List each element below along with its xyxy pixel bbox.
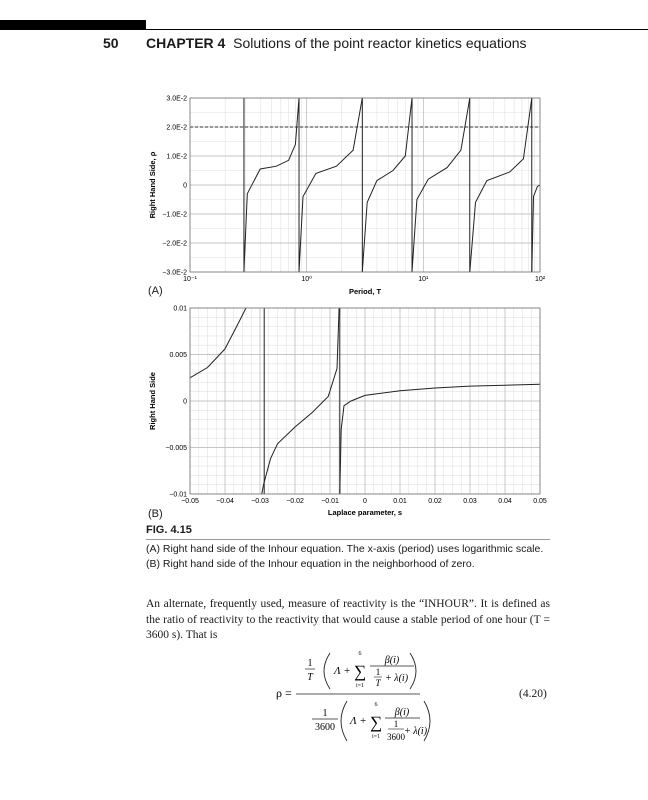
chart-a-y-tick-label: 1.0E-2 <box>166 153 187 161</box>
eq-lhs: ρ = <box>276 686 292 700</box>
header-rule <box>146 29 648 30</box>
eq-num-plus: + <box>344 665 351 677</box>
eq-den-inner-one: 1 <box>393 719 399 729</box>
chart-a-x-tick-label: 10⁻¹ <box>183 276 197 283</box>
eq-den-Lambda: Λ <box>350 715 357 727</box>
chart-a-y-axis-label: Right Hand Side, ρ <box>148 151 157 219</box>
eq-den-hour: 3600 <box>315 722 335 733</box>
chart-b-y-tick-label: 0 <box>183 398 187 406</box>
eq-den-inner-lambda: + λ(i) <box>404 726 428 737</box>
eq-den-plus: + <box>360 715 367 727</box>
chart-b-y-tick-label: 0.01 <box>173 305 187 313</box>
panel-a-label: (A) <box>148 285 163 297</box>
chart-b-x-axis-label: Laplace parameter, s <box>327 508 403 517</box>
chart-a-x-tick-label: 10² <box>534 276 546 283</box>
body-paragraph: An alternate, frequently used, measure of reactivity is the “INHOUR”. It is defined as the ratio of reactivity to the reactivity that would cause a stable period of one hour (T = 3600 s). That is <box>146 598 550 641</box>
eq-den-beta: β(i) <box>394 707 410 718</box>
chart-b-x-tick-label: −0.02 <box>286 498 304 505</box>
chart-a-x-tick-label: 10¹ <box>418 276 429 283</box>
eq-num-left-paren <box>324 653 330 689</box>
figure-title: FIG. 4.15 <box>146 524 192 536</box>
eq-den-left-paren <box>341 701 347 741</box>
chart-b-y-axis-label: Right Hand Side <box>148 372 157 430</box>
chart-b-y-tick-label: 0.005 <box>169 352 187 359</box>
chart-b-x-ticks <box>181 498 547 505</box>
figure-caption: (A) Right hand side of the Inhour equation. The x-axis (period) uses logarithmic scale. (B) Right hand side of the Inhour equation in the neighborhood of zero. <box>146 543 544 570</box>
chart-a-x-ticks <box>183 275 546 283</box>
eq-num-right-paren <box>410 653 416 689</box>
eq-num-sum-upper: 6 <box>358 651 362 657</box>
chart-a-y-tick-label: −3.0E-2 <box>162 269 187 277</box>
chart-b-x-tick-label: 0.01 <box>393 498 407 505</box>
chart-a-x-axis-label: Period, T <box>348 287 382 296</box>
equation-number: (4.20) <box>519 688 547 700</box>
chart-a-y-tick-label: −2.0E-2 <box>162 240 187 248</box>
eq-num-sum-lower: i=1 <box>355 683 365 689</box>
page-number: 50 <box>103 35 119 51</box>
chart-a-x-tick-label: 10⁰ <box>301 276 312 283</box>
chart-b-x-tick-label: 0.05 <box>533 498 547 505</box>
figure-rule <box>146 539 550 540</box>
chapter-label: CHAPTER 4 <box>146 35 226 51</box>
eq-num-beta: β(i) <box>384 655 400 666</box>
chart-b-x-tick-label: 0.02 <box>428 498 442 505</box>
eq-num-one: 1 <box>307 658 313 669</box>
chart-b <box>0 298 648 528</box>
chart-b-x-tick-label: −0.03 <box>251 498 269 505</box>
chart-a-y-ticks <box>162 96 187 277</box>
chart-b-x-tick-label: −0.04 <box>216 498 234 505</box>
chart-a-y-tick-label: 0 <box>183 182 187 190</box>
chart-a-grid <box>190 98 540 272</box>
chart-b-x-tick-label: 0 <box>363 498 367 505</box>
eq-num-inner-T: T <box>375 678 381 688</box>
eq-num-inner-lambda: + λ(i) <box>385 673 409 684</box>
header-bar <box>0 20 146 30</box>
eq-den-inner-hour: 3600 <box>387 732 405 742</box>
chapter-title: Solutions of the point reactor kinetics equations <box>233 35 527 51</box>
chart-b-y-ticks <box>165 306 187 499</box>
eq-den-one: 1 <box>322 708 328 719</box>
chart-b-grid <box>190 308 540 494</box>
panel-b-label: (B) <box>148 508 163 520</box>
eq-num-sum: ∑ <box>353 662 367 681</box>
chart-b-x-tick-label: 0.04 <box>498 498 512 505</box>
chart-b-y-tick-label: −0.01 <box>169 491 187 499</box>
eq-num-Lambda: Λ <box>334 665 341 677</box>
eq-num-inner-one: 1 <box>375 667 381 677</box>
chart-a-y-tick-label: −1.0E-2 <box>162 211 187 219</box>
chart-b-x-tick-label: −0.01 <box>321 498 339 505</box>
chart-b-x-tick-label: 0.03 <box>463 498 477 505</box>
chart-a-y-tick-label: 3.0E-2 <box>166 95 187 103</box>
eq-den-sum-upper: 6 <box>374 702 378 708</box>
chart-a-y-tick-label: 2.0E-2 <box>166 124 187 132</box>
eq-num-T: T <box>307 672 313 683</box>
equation-4-20 <box>0 645 648 755</box>
chart-b-y-tick-label: −0.005 <box>165 445 187 452</box>
eq-den-sum-lower: i=1 <box>371 734 381 740</box>
eq-den-sum: ∑ <box>369 713 383 732</box>
chart-b-series-line <box>190 308 246 378</box>
chapter-heading <box>146 35 527 51</box>
chart-b-x-tick-label: −0.05 <box>181 498 199 505</box>
